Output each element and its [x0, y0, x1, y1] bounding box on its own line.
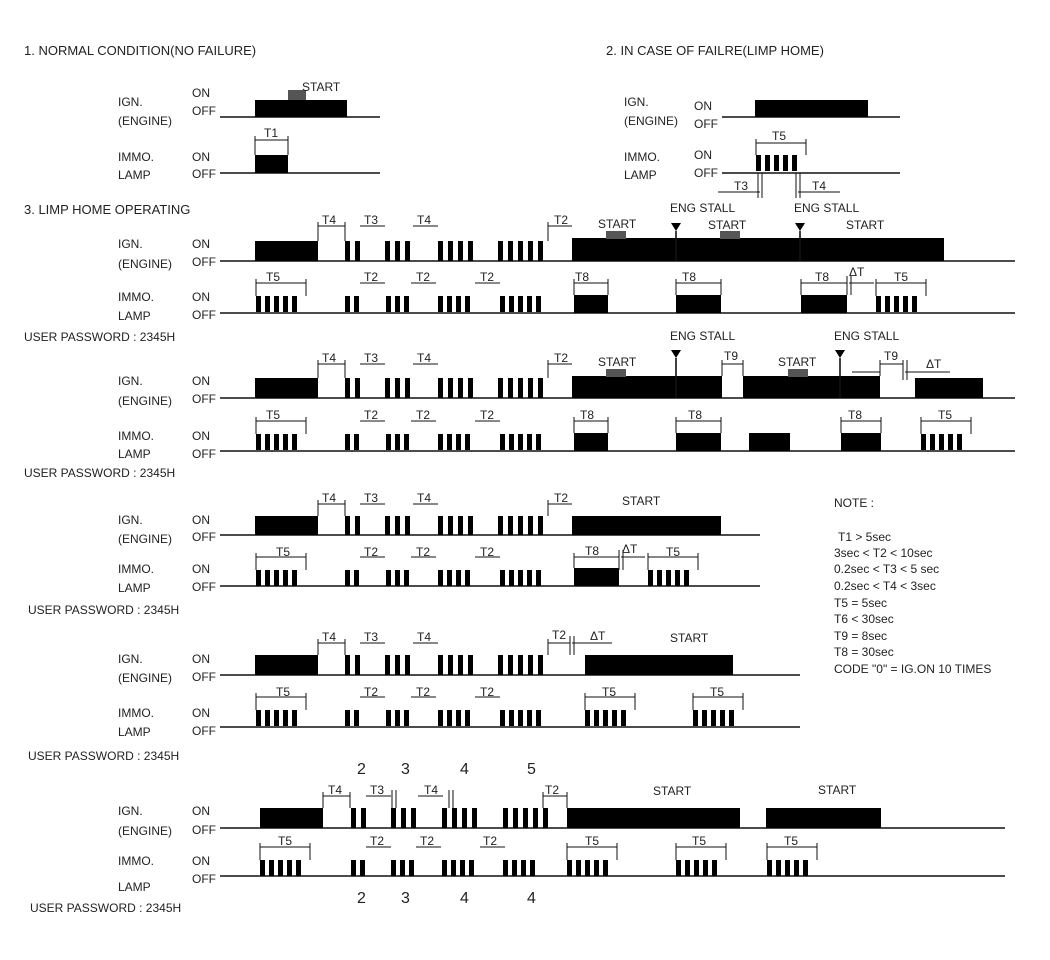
start-label: START [598, 217, 637, 231]
note-block [834, 496, 991, 676]
t2-label: T2 [554, 491, 569, 505]
t2-label: T2 [420, 834, 435, 848]
engine-label: (ENGINE) [118, 257, 172, 271]
off-label: OFF [192, 872, 216, 886]
section-1-immo-row [118, 126, 380, 182]
t5-label: T5 [772, 129, 787, 143]
example-b-immo-row [118, 408, 1015, 461]
t9-label: T9 [884, 349, 899, 363]
t4-label: T4 [322, 630, 337, 644]
t5-label: T5 [278, 834, 293, 848]
on-label: ON [694, 148, 712, 162]
immo-label: IMMO. [624, 150, 660, 164]
immo-label: IMMO. [118, 290, 154, 304]
on-label: ON [192, 706, 210, 720]
immo-label: IMMO. [118, 706, 154, 720]
t2-label: T2 [364, 270, 379, 284]
lamp-label: LAMP [118, 880, 151, 894]
on-label: ON [192, 150, 210, 164]
eng-stall-label: ENG STALL [670, 201, 736, 215]
start-label: START [708, 218, 747, 232]
note-line: T8 = 30sec [834, 645, 894, 659]
t8-label: T8 [688, 408, 703, 422]
t4-label: T4 [417, 491, 432, 505]
user-password-label: USER PASSWORD : 2345H [24, 466, 176, 480]
immo-label: IMMO. [118, 562, 154, 576]
eng-stall-label: ENG STALL [834, 329, 900, 343]
off-label: OFF [192, 104, 216, 118]
t1-label: T1 [264, 126, 279, 140]
digit-label: 4 [460, 761, 469, 778]
t4-label: T4 [322, 491, 337, 505]
digit-label: 2 [357, 890, 366, 907]
t2-label: T2 [552, 628, 567, 642]
on-label: ON [192, 86, 210, 100]
off-label: OFF [192, 724, 216, 738]
digit-label: 3 [401, 890, 410, 907]
t4-label: T4 [417, 351, 432, 365]
on-label: ON [192, 513, 210, 527]
t2-label: T2 [416, 408, 431, 422]
t4-label: T4 [424, 783, 439, 797]
t5-label: T5 [266, 270, 281, 284]
t8-label: T8 [815, 270, 830, 284]
t2-label: T2 [554, 213, 569, 227]
on-label: ON [192, 429, 210, 443]
engine-label: (ENGINE) [118, 114, 172, 128]
start-label: START [598, 355, 637, 369]
on-label: ON [192, 854, 210, 868]
t2-label: T2 [364, 545, 379, 559]
on-label: ON [192, 562, 210, 576]
t5-label: T5 [602, 685, 617, 699]
t4-label: T4 [322, 351, 337, 365]
t5-label: T5 [894, 270, 909, 284]
t5-label: T5 [666, 545, 681, 559]
t8-label: T8 [848, 408, 863, 422]
t5-label: T5 [938, 408, 953, 422]
ign-label: IGN. [118, 237, 143, 251]
t2-label: T2 [480, 545, 495, 559]
example-a-immo-row [118, 265, 1015, 323]
on-label: ON [192, 804, 210, 818]
t2-label: T2 [364, 685, 379, 699]
ign-label: IGN. [118, 374, 143, 388]
t4-label: T4 [328, 783, 343, 797]
section-2-ign-row [624, 95, 900, 131]
t2-label: T2 [370, 834, 385, 848]
t2-label: T2 [480, 270, 495, 284]
engine-label: (ENGINE) [118, 532, 172, 546]
delta-t-label: ΔT [849, 265, 865, 279]
engine-label: (ENGINE) [624, 114, 678, 128]
note-line: T5 = 5sec [834, 596, 888, 610]
ign-label: IGN. [624, 95, 649, 109]
section-1-ign-row [118, 80, 380, 128]
t3-label: T3 [364, 630, 379, 644]
engine-label: (ENGINE) [118, 824, 172, 838]
t4-label: T4 [417, 630, 432, 644]
user-password-label: USER PASSWORD : 2345H [28, 603, 180, 617]
t5-label: T5 [784, 834, 799, 848]
immo-label: IMMO. [118, 429, 154, 443]
start-label: START [622, 494, 661, 508]
immo-label: IMMO. [118, 854, 154, 868]
lamp-label: LAMP [118, 168, 151, 182]
lamp-label: LAMP [118, 447, 151, 461]
delta-t-label: ΔT [926, 357, 942, 371]
t8-label: T8 [580, 408, 595, 422]
off-label: OFF [694, 117, 718, 131]
t8-label: T8 [682, 270, 697, 284]
example-b-ign-row [118, 329, 1015, 408]
section-3-title: 3. LIMP HOME OPERATING [24, 202, 191, 217]
t5-label: T5 [276, 545, 291, 559]
digit-label: 2 [357, 761, 366, 778]
digit-label: 4 [460, 890, 469, 907]
off-label: OFF [192, 823, 216, 837]
engine-label: (ENGINE) [118, 394, 172, 408]
t5-label: T5 [266, 408, 281, 422]
on-label: ON [694, 99, 712, 113]
example-e-immo-row [118, 834, 1005, 894]
t2-label: T2 [416, 545, 431, 559]
ign-label: IGN. [118, 513, 143, 527]
note-line: T9 = 8sec [834, 629, 888, 643]
t4-label: T4 [417, 213, 432, 227]
section-1-title: 1. NORMAL CONDITION(NO FAILURE) [24, 43, 257, 58]
t5-label: T5 [276, 685, 291, 699]
t5-label: T5 [585, 834, 600, 848]
off-label: OFF [192, 580, 216, 594]
off-label: OFF [694, 166, 718, 180]
t2-label: T2 [364, 408, 379, 422]
user-password-label: USER PASSWORD : 2345H [30, 901, 182, 915]
eng-stall-label: ENG STALL [794, 201, 860, 215]
start-label: START [653, 784, 692, 798]
user-password-label: USER PASSWORD : 2345H [28, 749, 180, 763]
off-label: OFF [192, 670, 216, 684]
immo-label: IMMO. [118, 150, 154, 164]
digit-label: 4 [527, 890, 536, 907]
note-line: T1 > 5sec [838, 530, 892, 544]
delta-t-label: ΔT [622, 542, 638, 556]
start-label: START [818, 783, 857, 797]
example-d-immo-row [118, 685, 800, 739]
digit-label: 3 [401, 761, 410, 778]
ign-label: IGN. [118, 652, 143, 666]
t2-label: T2 [480, 408, 495, 422]
t4-label: T4 [812, 179, 827, 193]
t8-label: T8 [585, 544, 600, 558]
lamp-label: LAMP [118, 581, 151, 595]
t8-label: T8 [575, 270, 590, 284]
note-line: T6 < 30sec [834, 612, 894, 626]
t3-label: T3 [734, 179, 749, 193]
t3-label: T3 [370, 783, 385, 797]
off-label: OFF [192, 255, 216, 269]
example-a-ign-row [118, 201, 1015, 271]
delta-t-label: ΔT [590, 629, 606, 643]
off-label: OFF [192, 530, 216, 544]
example-c-immo-row [118, 542, 760, 595]
t5-label: T5 [692, 834, 707, 848]
on-label: ON [192, 290, 210, 304]
ign-label: IGN. [118, 95, 143, 109]
example-d-ign-row [118, 628, 800, 685]
example-c-ign-row [118, 491, 760, 546]
t3-label: T3 [364, 491, 379, 505]
lamp-label: LAMP [624, 168, 657, 182]
t2-label: T2 [480, 685, 495, 699]
start-label: START [846, 218, 885, 232]
t3-label: T3 [364, 351, 379, 365]
note-line: 3sec < T2 < 10sec [834, 546, 933, 560]
section-2-immo-row [624, 129, 900, 198]
eng-stall-label: ENG STALL [670, 329, 736, 343]
start-label: START [778, 355, 817, 369]
lamp-label: LAMP [118, 309, 151, 323]
off-label: OFF [192, 167, 216, 181]
note-title: NOTE : [834, 496, 875, 510]
t2-label: T2 [483, 834, 498, 848]
t2-label: T2 [416, 270, 431, 284]
start-label: START [670, 631, 709, 645]
section-2-title: 2. IN CASE OF FAILRE(LIMP HOME) [606, 43, 824, 58]
engine-label: (ENGINE) [118, 671, 172, 685]
user-password-label: USER PASSWORD : 2345H [24, 330, 176, 344]
on-label: ON [192, 237, 210, 251]
t2-label: T2 [554, 351, 569, 365]
t4-label: T4 [322, 213, 337, 227]
off-label: OFF [192, 447, 216, 461]
note-line: 0.2sec < T3 < 5 sec [834, 562, 940, 576]
t9-label: T9 [724, 349, 739, 363]
digit-label: 5 [527, 761, 536, 778]
note-line: CODE "0" = IG.ON 10 TIMES [834, 662, 992, 676]
on-label: ON [192, 652, 210, 666]
t2-label: T2 [545, 783, 560, 797]
lamp-label: LAMP [118, 725, 151, 739]
note-line: 0.2sec < T4 < 3sec [834, 579, 936, 593]
ign-label: IGN. [118, 804, 143, 818]
off-label: OFF [192, 392, 216, 406]
t2-label: T2 [416, 685, 431, 699]
off-label: OFF [192, 308, 216, 322]
t3-label: T3 [364, 213, 379, 227]
on-label: ON [192, 374, 210, 388]
example-e-ign-row [118, 783, 1005, 838]
start-label: START [302, 80, 341, 94]
t5-label: T5 [710, 685, 725, 699]
